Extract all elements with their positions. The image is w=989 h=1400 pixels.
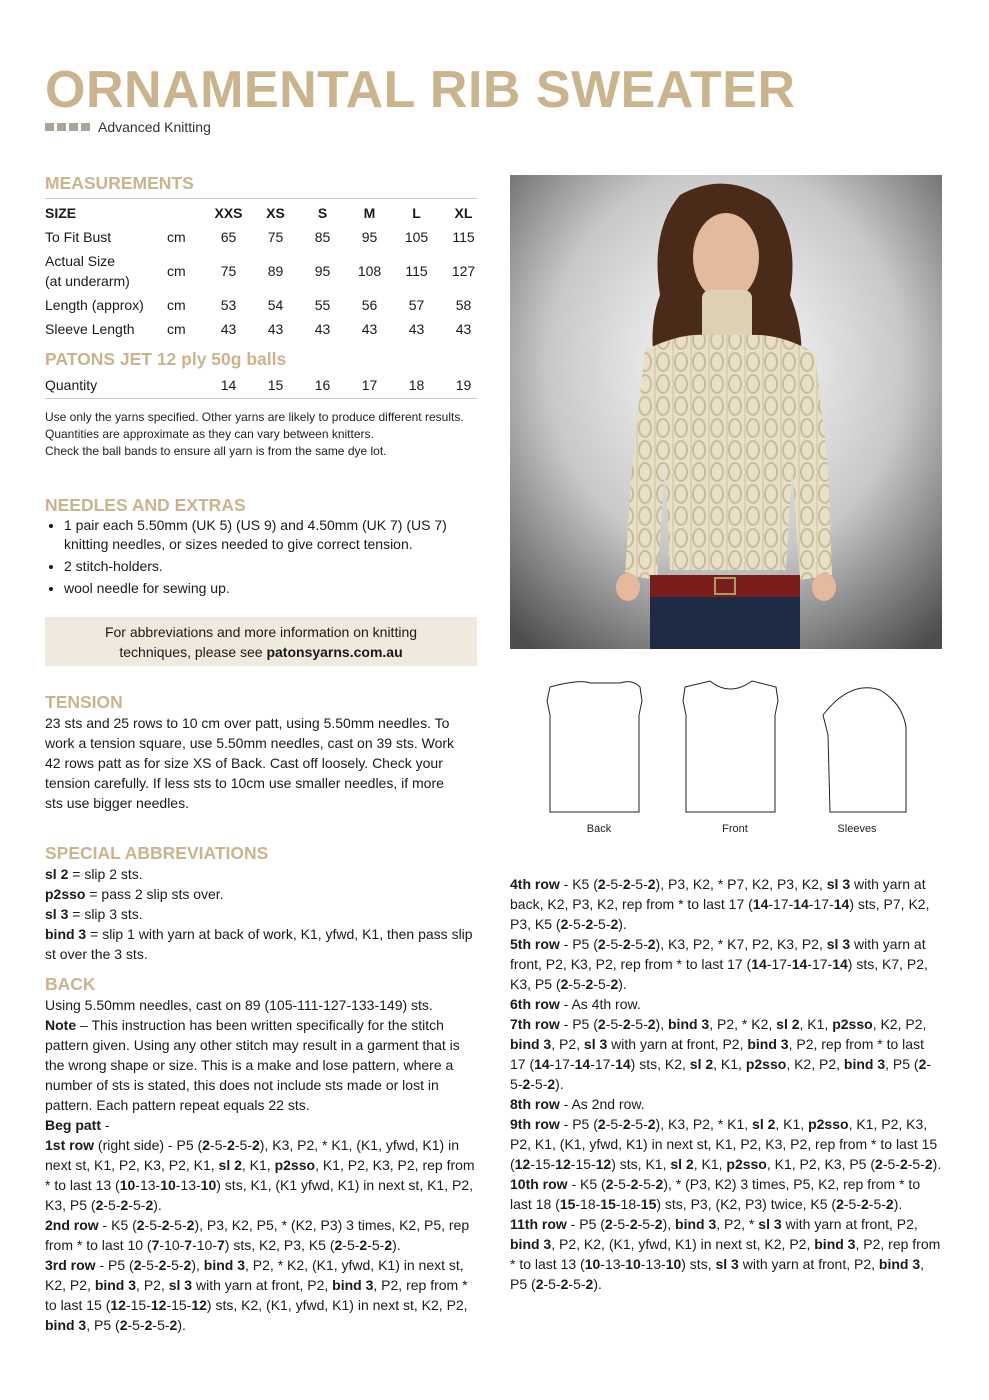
abbrev-item <box>45 904 477 924</box>
table-row <box>45 373 487 397</box>
abbrev-item <box>45 924 477 964</box>
pattern-row: 3rd row - P5 (2-5-2-5-2), bind 3, P2, * K2, (K1, yfwd, K1) in next st, K2, P2, bind 3, P2, sl 3 with yarn at front, P2, bind 3, P2, rep from * to last 15 (12-15-12-15-12) sts, K2, (K1, yfwd, K1) in next st, K2, P2, bind 3, P5 (2-5-2-5-2). <box>45 1257 468 1333</box>
cell: 65 <box>220 229 237 245</box>
tension-heading: TENSION <box>45 692 123 712</box>
cell: 75 <box>267 229 284 245</box>
cell: 43 <box>314 321 331 337</box>
abbreviations-heading: SPECIAL ABBREVIATIONS <box>45 843 269 863</box>
needles-list <box>45 516 484 601</box>
info-text <box>45 642 477 662</box>
row-label-line1: Actual Size <box>45 253 116 269</box>
cell: 58 <box>455 297 472 313</box>
page-title: ORNAMENTAL RIB SWEATER <box>45 61 796 119</box>
size-col: XL <box>454 205 473 221</box>
row-unit: cm <box>167 321 186 337</box>
list-item: • 1 pair each 5.50mm (UK 5) (US 9) and 4.50mm (UK 7) (US 7) knitting needles, or sizes needed to give correct tension. <box>64 516 484 554</box>
sleeves-diagram-label: Sleeves <box>837 823 877 835</box>
cell: 56 <box>361 297 378 313</box>
cell: 54 <box>267 297 284 313</box>
cell: 16 <box>314 377 331 393</box>
info-text: For abbreviations and more information on knitting <box>104 623 418 640</box>
back-diagram-label: Back <box>586 823 612 835</box>
table-row <box>45 317 487 341</box>
row-label: Length (approx) <box>45 297 144 313</box>
pattern-row: 7th row - P5 (2-5-2-5-2), bind 3, P2, * K2, sl 2, K1, p2sso, K2, P2, bind 3, P2, sl 3 with yarn at front, P2, bind 3, P2, rep from * to last 17 (14-17-14-17-14) sts, K2, sl 2, K1, p2sso, K2, P2, bind 3, P5 (2-5-2-5-2). <box>510 1016 932 1092</box>
model-illustration <box>510 175 942 649</box>
cell: 18 <box>408 377 425 393</box>
cell: 15 <box>267 377 284 393</box>
cell: 95 <box>361 229 378 245</box>
pattern-row: 5th row - P5 (2-5-2-5-2), K3, P2, * K7, P2, K3, P2, sl 3 with yarn at front, P2, K3, P2, rep from * to last 17 (14-17-14-17-14) sts, K7, P2, K3, P5 (2-5-2-5-2). <box>510 936 928 992</box>
abbrev-def: = slip 2 sts. <box>68 866 143 882</box>
table-row <box>45 225 487 249</box>
garment-diagrams <box>540 675 920 820</box>
cell: 53 <box>220 297 237 313</box>
cell: 115 <box>452 229 475 245</box>
abbrev-item <box>45 884 477 904</box>
sleeve-shape <box>823 688 906 812</box>
cell: 89 <box>267 263 284 279</box>
cell: 17 <box>361 377 378 393</box>
size-col: XS <box>266 205 285 221</box>
cell: 14 <box>220 377 237 393</box>
row-label <box>45 249 167 293</box>
size-header-row <box>45 201 487 225</box>
back-shape <box>547 682 642 812</box>
note-text: Quantities are approximate as they can vary between knitters. <box>45 427 374 441</box>
row-label-line2: (at underarm) <box>45 273 130 289</box>
abbrev-def: = slip 3 sts. <box>68 906 143 922</box>
back-instructions-continued <box>510 874 942 1294</box>
back-instructions <box>45 995 479 1335</box>
cell: 43 <box>361 321 378 337</box>
size-label: SIZE <box>45 205 77 221</box>
cell: 75 <box>220 263 237 279</box>
divider <box>45 398 477 399</box>
cell: 43 <box>408 321 425 337</box>
divider <box>45 198 477 199</box>
list-item: • 2 stitch-holders. <box>64 557 484 576</box>
beg-patt-suffix: - <box>101 1117 110 1133</box>
quantity-table <box>45 373 487 397</box>
beg-patt <box>45 1115 479 1135</box>
size-col: L <box>412 205 421 221</box>
yarn-heading: PATONS JET 12 ply 50g balls <box>45 349 287 369</box>
row-label: Sleeve Length <box>45 321 135 337</box>
note-label: Note <box>45 1017 77 1033</box>
beg-patt-label: Beg patt <box>45 1117 101 1133</box>
pattern-row: 9th row - P5 (2-5-2-5-2), K3, P2, * K1, sl 2, K1, p2sso, K1, P2, K3, P2, K1, (K1, yfwd, K1) in next st, K1, P2, K3, P2, rep from * to last 15 (12-15-12-15-12) sts, K1, sl 2, K1, p2sso, K1, P2, K3, P5 (2-5-2-5-2). <box>510 1116 942 1172</box>
abbrev-item <box>45 864 477 884</box>
abbrev-term: sl 3 <box>45 906 69 922</box>
abbrev-term: bind 3 <box>45 926 87 942</box>
pattern-row: 1st row (right side) - P5 (2-5-2-5-2), K3, P2, * K1, (K1, yfwd, K1) in next st, K1, P2, K3, P2, K1, sl 2, K1, p2sso, K1, P2, K3, P2, rep from * to last 13 (10-13-10-13-10) sts, K1, (K1 yfwd, K1) in next st, K1, P2, K3, P5 (2-5-2-5-2). <box>45 1137 475 1213</box>
cell: 43 <box>455 321 472 337</box>
pattern-row: 8th row - As 2nd row. <box>510 1096 645 1112</box>
measurements-table <box>45 201 487 341</box>
note-text: Check the ball bands to ensure all yarn is from the same dye lot. <box>45 444 387 458</box>
size-col: M <box>363 205 376 221</box>
abbrev-def: = slip 1 with yarn at back of work, K1, yfwd, K1, then pass slip st over the 3 sts. <box>45 926 473 962</box>
pattern-row: 10th row - K5 (2-5-2-5-2), * (P3, K2) 3 times, P5, K2, rep from * to last 18 (15-18-15-18-15) sts, P3, (K2, P3) twice, K5 (2-5-2-5-2). <box>510 1176 921 1212</box>
table-row <box>45 293 487 317</box>
table-row <box>45 249 487 293</box>
cell: 43 <box>267 321 284 337</box>
level-square-icon <box>57 123 66 131</box>
front-shape <box>683 681 778 812</box>
level-square-icon <box>69 123 78 131</box>
cell: 105 <box>404 229 429 245</box>
note-text: Use only the yarns specified. Other yarns are likely to produce different results. <box>45 410 464 424</box>
cell: 19 <box>455 377 472 393</box>
list-item: • wool needle for sewing up. <box>64 579 484 598</box>
cell: 95 <box>314 263 331 279</box>
cell: 57 <box>408 297 425 313</box>
abbrev-term: sl 2 <box>45 866 69 882</box>
cell: 55 <box>314 297 331 313</box>
cast-on-text: Using 5.50mm needles, cast on 89 (105-111-127-133-149) sts. <box>45 997 433 1013</box>
tension-text: 23 sts and 25 rows to 10 cm over patt, using 5.50mm needles. To work a tension square, use 5.50mm needles, cast on 39 sts. Work 42 rows patt as for size XS of Back. Cast off loosely. Check your tension carefully. If less sts to 10cm use smaller needles, if more sts use bigger needles. <box>45 715 455 811</box>
cell: 108 <box>357 263 382 279</box>
sweater-photo <box>510 175 942 649</box>
pattern-row: 4th row - K5 (2-5-2-5-2), P3, K2, * P7, K2, P3, K2, sl 3 with yarn at back, K2, P3, K2, rep from * to last 17 (14-17-14-17-14) sts, P7, K2, P3, K5 (2-5-2-5-2). <box>510 876 930 932</box>
needles-heading: NEEDLES AND EXTRAS <box>45 495 246 515</box>
measurements-heading: MEASUREMENTS <box>45 173 194 193</box>
abbrev-term: p2sso <box>45 886 86 902</box>
row-unit: cm <box>167 297 186 313</box>
info-text-prefix: techniques, please see <box>119 643 267 660</box>
abbreviations-list <box>45 864 477 964</box>
cell: 115 <box>405 263 428 279</box>
row-unit: cm <box>167 263 186 279</box>
front-diagram-label: Front <box>722 823 748 835</box>
pattern-row: 2nd row - K5 (2-5-2-5-2), P3, K2, P5, * (K2, P3) 3 times, K2, P5, rep from * to last 10 (7-10-7-10-7) sts, K2, P3, K5 (2-5-2-5-2). <box>45 1217 470 1253</box>
cell: 85 <box>314 229 331 245</box>
cell: 127 <box>451 263 476 279</box>
size-col: XXS <box>214 205 243 221</box>
level-square-icon <box>45 123 54 131</box>
pattern-row: 11th row - P5 (2-5-2-5-2), bind 3, P2, * sl 3 with yarn at front, P2, bind 3, P2, K2, (K1, yfwd, K1) in next st, K2, P2, bind 3, P2, rep from * to last 13 (10-13-10-13-10) sts, sl 3 with yarn at front, P2, bind 3, P5 (2-5-2-5-2). <box>510 1216 941 1292</box>
row-unit: cm <box>167 229 186 245</box>
skill-level <box>45 119 211 135</box>
cell: 43 <box>220 321 237 337</box>
size-col: S <box>317 205 328 221</box>
note-paragraph <box>45 1015 479 1115</box>
info-box <box>45 617 477 666</box>
abbrev-def: = pass 2 slip sts over. <box>85 886 224 902</box>
level-square-icon <box>81 123 90 131</box>
back-heading: BACK <box>45 974 96 994</box>
note-text: – This instruction has been written specifically for the stitch pattern given. Using any other stitch may result in a garment that is the wrong shape or size. This is a make and lose pattern, where a number of sts is stated, this does not include sts made or lost in pattern. Each pattern repeat equals 22 sts. <box>45 1017 460 1113</box>
pattern-row: 6th row - As 4th row. <box>510 996 641 1012</box>
row-label: Quantity <box>45 377 98 393</box>
website-link[interactable]: patonsyarns.com.au <box>266 643 403 660</box>
yarn-notes <box>45 409 465 460</box>
skill-level-label: Advanced Knitting <box>98 119 211 135</box>
row-label: To Fit Bust <box>45 229 112 245</box>
